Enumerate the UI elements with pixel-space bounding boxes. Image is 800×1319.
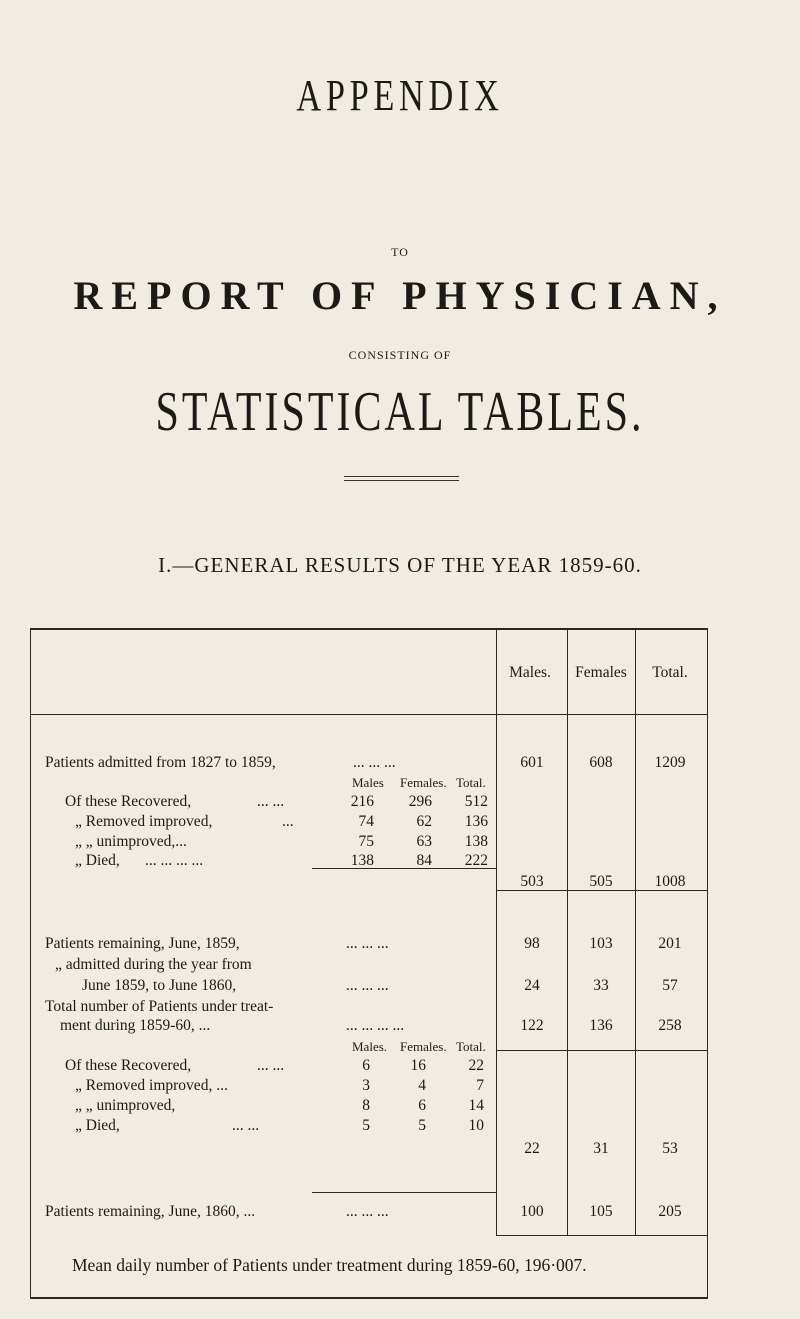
under-treatment-total: 258	[658, 1017, 682, 1034]
row-males: 5	[362, 1117, 370, 1134]
col-header-females: Females	[575, 664, 627, 681]
under-treatment-males: 122	[520, 1017, 544, 1034]
row-males: 138	[350, 852, 374, 869]
remaining-1859-label: Patients remaining, June, 1859,	[45, 935, 240, 952]
admitted-1827-males: 601	[520, 754, 544, 771]
double-rule-bottom	[344, 480, 459, 481]
row-females: 63	[416, 833, 432, 850]
under-treatment-females: 136	[589, 1017, 613, 1034]
consisting-label: CONSISTING OF	[348, 348, 452, 362]
admitted-year-males: 24	[524, 977, 540, 994]
row-total: 512	[464, 793, 488, 810]
remaining-1859-males: 98	[524, 935, 540, 952]
row-total: 138	[464, 833, 488, 850]
row-females: 296	[408, 793, 432, 810]
block1-total-males: 503	[520, 873, 544, 890]
report-title: REPORT OF PHYSICIAN,	[73, 273, 727, 318]
row-females: 84	[416, 852, 432, 869]
row-dots: ... ...	[257, 793, 285, 810]
row-label: „ „ unimproved,...	[75, 833, 187, 850]
row-males: 8	[362, 1097, 370, 1114]
admitted-year-label-2: June 1859, to June 1860,	[82, 977, 237, 994]
admitted-year-females: 33	[593, 977, 609, 994]
row-dots: ... ...	[232, 1117, 260, 1134]
remaining-1860-label: Patients remaining, June, 1860, ...	[45, 1203, 256, 1220]
remaining-1860-females: 105	[589, 1203, 613, 1220]
row-females: 62	[416, 813, 432, 830]
under-treatment-dots: ... ... ... ...	[346, 1017, 405, 1034]
admitted-year-label-1: „ admitted during the year from	[55, 956, 252, 973]
row-label: „ „ unimproved,	[75, 1097, 176, 1114]
block1-total-total: 1008	[654, 873, 686, 890]
row-label: Of these Recovered,	[65, 1057, 192, 1074]
row-total: 22	[468, 1057, 484, 1074]
row-total: 7	[476, 1077, 484, 1094]
block1-total-females: 505	[589, 873, 613, 890]
row-label: „ Died,	[75, 1117, 120, 1134]
row-dots: ... ...	[257, 1057, 285, 1074]
admitted-year-dots: ... ... ...	[346, 977, 389, 994]
under-treatment-label-2: ment during 1859-60, ...	[60, 1017, 211, 1034]
sub-header-2-total: Total.	[456, 1039, 486, 1054]
remaining-1859-dots: ... ... ...	[346, 935, 389, 952]
remaining-1859-females: 103	[589, 935, 613, 952]
col-header-males: Males.	[509, 664, 551, 681]
row-label: „ Removed improved,	[75, 813, 213, 830]
block2-total-males: 22	[524, 1140, 540, 1157]
block2-total-females: 31	[593, 1140, 609, 1157]
to-label: TO	[391, 245, 409, 259]
remaining-1860-total: 205	[658, 1203, 682, 1220]
row-males: 3	[362, 1077, 370, 1094]
row-label: „ Removed improved, ...	[75, 1077, 228, 1094]
row-males: 75	[358, 833, 374, 850]
double-rule-top	[344, 476, 459, 477]
sub-header-2-males: Males.	[352, 1039, 388, 1054]
row-label: Of these Recovered,	[65, 793, 192, 810]
row-total: 14	[468, 1097, 484, 1114]
row-total: 136	[464, 813, 488, 830]
remaining-1860-dots: ... ... ...	[346, 1203, 389, 1220]
row-total: 222	[464, 852, 488, 869]
row-females: 16	[410, 1057, 426, 1074]
row-females: 6	[418, 1097, 426, 1114]
sub-header-2-females: Females.	[400, 1039, 447, 1054]
row-dots: ... ... ... ...	[145, 852, 204, 869]
row-females: 4	[418, 1077, 426, 1094]
admitted-1827-dots: ... ... ...	[353, 754, 396, 771]
row-females: 5	[418, 1117, 426, 1134]
sub-header-1-total: Total.	[456, 775, 486, 790]
sub-header-1-males: Males	[352, 775, 384, 790]
remaining-1860-males: 100	[520, 1203, 544, 1220]
row-dots: ...	[282, 813, 294, 830]
sub-header-1-females: Females.	[400, 775, 447, 790]
col-header-total: Total.	[652, 664, 688, 681]
row-total: 10	[468, 1117, 484, 1134]
row-males: 74	[358, 813, 374, 830]
remaining-1859-total: 201	[658, 935, 682, 952]
block2-total-total: 53	[662, 1140, 678, 1157]
row-label: „ Died,	[75, 852, 120, 869]
row-males: 216	[350, 793, 374, 810]
section-title: I.—GENERAL RESULTS OF THE YEAR 1859-60.	[158, 553, 642, 577]
under-treatment-label-1: Total number of Patients under treat-	[45, 998, 274, 1015]
admitted-1827-label: Patients admitted from 1827 to 1859,	[45, 754, 276, 771]
admitted-1827-total: 1209	[654, 754, 686, 771]
admitted-year-total: 57	[662, 977, 678, 994]
row-males: 6	[362, 1057, 370, 1074]
admitted-1827-females: 608	[589, 754, 613, 771]
mean-daily-note: Mean daily number of Patients under treatment during 1859-60, 196·007.	[72, 1255, 587, 1275]
